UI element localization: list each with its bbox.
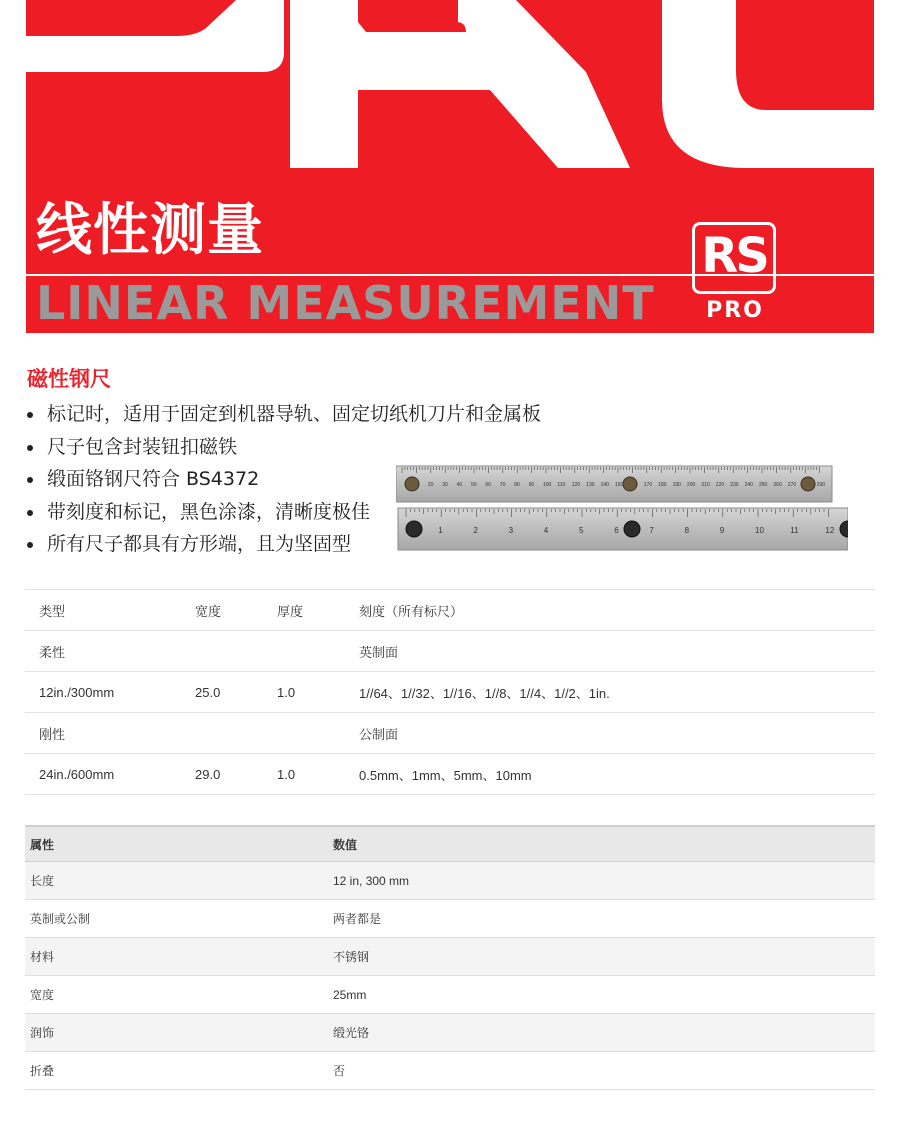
ruler-product-image xyxy=(396,462,848,556)
table-row xyxy=(25,713,875,754)
ruler-number: 5 xyxy=(579,526,584,535)
table-cell: 两者都是 xyxy=(333,900,875,938)
table-cell: 不锈钢 xyxy=(333,938,875,976)
table-header-row xyxy=(25,826,875,862)
table-cell xyxy=(277,713,359,754)
table-header: 类型 xyxy=(25,590,195,631)
table-cell: 1.0 xyxy=(277,672,359,713)
table-cell: 材料 xyxy=(25,938,333,976)
ruler-number: 6 xyxy=(614,526,619,535)
rs-pro-logo xyxy=(692,222,782,326)
ruler-number: 210 xyxy=(701,482,710,488)
bullet-icon xyxy=(27,477,33,483)
banner-title-en: LINEAR MEASUREMENT xyxy=(36,276,655,330)
ruler-number: 180 xyxy=(658,482,667,488)
table-cell: 12in./300mm xyxy=(25,672,195,713)
feature-text: 缎面铬钢尺符合 BS4372 xyxy=(47,468,260,490)
table-cell: 润饰 xyxy=(25,1014,333,1052)
table-header: 属性 xyxy=(25,826,333,862)
table-row xyxy=(25,1052,875,1090)
ruler-number: 240 xyxy=(744,482,753,488)
table-cell: 1.0 xyxy=(277,754,359,795)
bullet-icon xyxy=(27,510,33,516)
ruler-number: 1 xyxy=(438,526,443,535)
bullet-icon xyxy=(27,412,33,418)
table-header: 宽度 xyxy=(195,590,277,631)
ruler-number: 130 xyxy=(586,482,595,488)
table-row xyxy=(25,976,875,1014)
table-cell: 长度 xyxy=(25,862,333,900)
table-row xyxy=(25,672,875,713)
ruler-number: 12 xyxy=(825,526,835,535)
ruler-number: 110 xyxy=(557,482,566,488)
table-cell: 刚性 xyxy=(25,713,195,754)
ruler-number: 80 xyxy=(514,482,520,488)
ruler-number: 170 xyxy=(643,482,653,488)
ruler-number: 10 xyxy=(755,526,764,535)
table-cell: 29.0 xyxy=(195,754,277,795)
ruler-number: 50 xyxy=(471,482,477,488)
ruler-number: 11 xyxy=(790,526,799,535)
table-cell: 柔性 xyxy=(25,631,195,672)
table-cell: 英制或公制 xyxy=(25,900,333,938)
feature-text: 带刻度和标记，黑色涂漆，清晰度极佳 xyxy=(47,500,371,523)
list-item xyxy=(27,431,541,464)
table-row xyxy=(25,631,875,672)
ruler-number: 70 xyxy=(499,482,506,488)
table-cell xyxy=(195,631,277,672)
ruler-number: 8 xyxy=(684,526,690,535)
table-row xyxy=(25,862,875,900)
table-header: 厚度 xyxy=(277,590,359,631)
table-cell: 缎光铬 xyxy=(333,1014,875,1052)
table-header-row xyxy=(25,590,875,631)
ruler-number: 220 xyxy=(715,482,725,488)
table-cell: 24in./600mm xyxy=(25,754,195,795)
table-cell: 否 xyxy=(333,1052,875,1090)
logo-sub-text: PRO xyxy=(706,298,764,323)
ruler-number: 260 xyxy=(773,482,782,488)
table-cell xyxy=(277,631,359,672)
table-cell: 25mm xyxy=(333,976,875,1014)
table-cell: 折叠 xyxy=(25,1052,333,1090)
ruler-number: 4 xyxy=(543,526,549,535)
ruler-number: 200 xyxy=(687,482,696,488)
attribute-table xyxy=(25,825,875,1090)
list-item xyxy=(27,398,541,431)
ruler-number: 20 xyxy=(427,482,434,488)
table-header: 刻度（所有标尺） xyxy=(359,590,875,631)
table-cell: 25.0 xyxy=(195,672,277,713)
table-header: 数值 xyxy=(333,826,875,862)
ruler-number: 30 xyxy=(442,482,448,488)
logo-main-text: RS xyxy=(701,228,767,284)
ruler-number: 290 xyxy=(816,482,825,488)
table-cell: 公制面 xyxy=(359,713,875,754)
ruler-number: 9 xyxy=(719,526,725,535)
table-cell: 0.5mm、1mm、5mm、10mm xyxy=(359,754,875,795)
banner-title-cn: 线性测量 xyxy=(36,198,264,263)
bullet-icon xyxy=(27,445,33,451)
banner xyxy=(26,0,874,333)
bullet-icon xyxy=(27,542,33,548)
ruler-number: 60 xyxy=(485,482,491,488)
ruler-number: 7 xyxy=(649,526,654,535)
table-row xyxy=(25,1014,875,1052)
ruler-number: 140 xyxy=(600,482,609,488)
scale-table xyxy=(25,589,875,795)
ruler-number: 40 xyxy=(456,482,463,488)
table-cell: 1//64、1//32、1//16、1//8、1//4、1//2、1in. xyxy=(359,672,875,713)
table-cell: 英制面 xyxy=(359,631,875,672)
ruler-number: 100 xyxy=(543,482,552,488)
feature-text: 尺子包含封装钮扣磁铁 xyxy=(47,435,238,458)
table-cell: 12 in, 300 mm xyxy=(333,862,875,900)
feature-text: 所有尺子都具有方形端，且为坚固型 xyxy=(47,533,352,555)
table-cell xyxy=(195,713,277,754)
ruler-number: 270 xyxy=(787,482,797,488)
table-row xyxy=(25,938,875,976)
ruler-number: 90 xyxy=(528,482,535,488)
ruler-number: 3 xyxy=(508,526,514,535)
section-title: 磁性钢尺 xyxy=(27,367,111,391)
ruler-number: 230 xyxy=(730,482,739,488)
table-row xyxy=(25,754,875,795)
table-cell: 宽度 xyxy=(25,976,333,1014)
ruler-number: 2 xyxy=(473,526,478,535)
ruler-number: 150 xyxy=(615,482,624,488)
ruler-number: 190 xyxy=(672,482,681,488)
ruler-number: 250 xyxy=(759,482,768,488)
feature-text: 标记时，适用于固定到机器导轨、固定切纸机刀片和金属板 xyxy=(47,403,542,425)
ruler-number: 120 xyxy=(571,482,581,488)
table-row xyxy=(25,900,875,938)
